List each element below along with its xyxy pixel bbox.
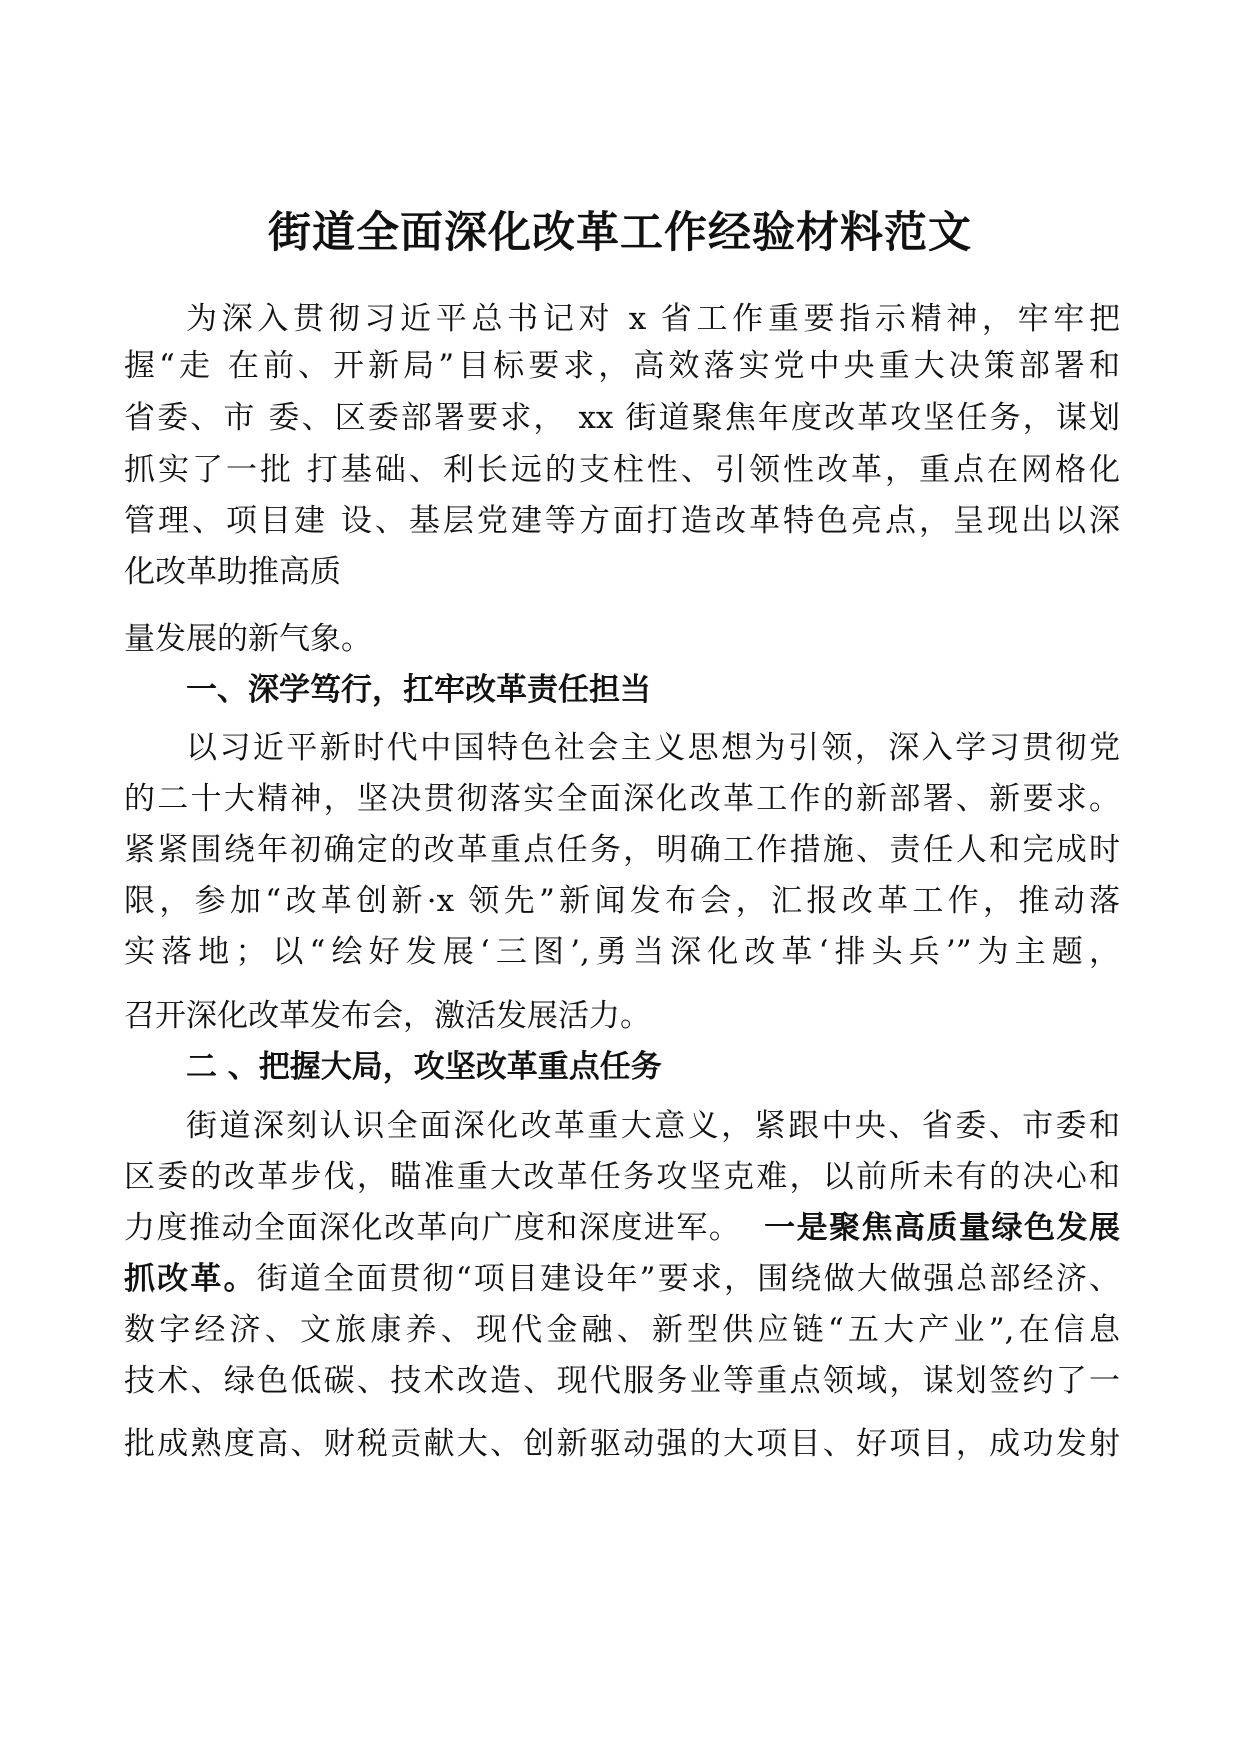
intro-line-2: 握“走 在前、开新局”目标要求，高效落实党中央重大决策部署和 (124, 348, 1120, 384)
section-2-line-4 (124, 1257, 1120, 1301)
point-one-label-end: 抓改革。 (124, 1261, 257, 1297)
section-1-line-4: 限，参加“改革创新·x 领先”新闻发布会，汇报改革工作，推动落 (124, 883, 1120, 919)
section-2-line-2: 区委的改革步伐，瞄准重大改革任务攻坚克难，以前所未有的决心和 (124, 1159, 1120, 1195)
document-title: 街道全面深化改革工作经验材料范文 (268, 208, 972, 258)
section-2-line-6: 技术、绿色低碳、技术改造、现代服务业等重点领域，谋划签约了一 (124, 1363, 1120, 1399)
section-2-line-4-text: 街道全面贯彻“项目建设年”要求，围绕做大做强总部经济、 (256, 1261, 1121, 1297)
section-2-line-3-text: 力度推动全面深化改革向广度和深度进军。 (124, 1210, 742, 1246)
intro-line-4: 抓实了一批 打基础、利长远的支柱性、引领性改革，重点在网格化 (124, 452, 1120, 488)
intro-line-7: 量发展的新气象。 (124, 621, 372, 657)
intro-line-3: 省委、市 委、区委部署要求， xx 街道聚焦年度改革攻坚任务，谋划 (124, 400, 1120, 436)
section-2-line-1: 街道深刻认识全面深化改革重大意义，紧跟中央、省委、市委和 (186, 1108, 1120, 1144)
intro-line-5: 管理、项目建 设、基层党建等方面打造改革特色亮点，呈现出以深 (124, 503, 1120, 539)
intro-line-6: 化改革助推高质 (124, 554, 341, 590)
section-2-heading: 二 、把握大局，攻坚改革重点任务 (186, 1049, 662, 1085)
section-1-line-6: 召开深化改革发布会，激活发展活力。 (124, 998, 651, 1034)
point-one-label: 一是聚焦高质量绿色发展 (764, 1210, 1121, 1246)
section-1-line-5: 实落地；以“绘好发展‘三图’,勇当深化改革‘排头兵’”为主题， (124, 934, 1120, 970)
intro-line-1: 为深入贯彻习近平总书记对 x 省工作重要指示精神，牢牢把 (186, 301, 1120, 337)
section-1-line-2: 的二十大精神，坚决贯彻落实全面深化改革工作的新部署、新要求。 (124, 781, 1120, 817)
section-2-line-3 (124, 1206, 1120, 1250)
section-1-line-1: 以习近平新时代中国特色社会主义思想为引领，深入学习贯彻党 (186, 730, 1120, 766)
section-2-line-5: 数字经济、文旅康养、现代金融、新型供应链“五大产业”,在信息 (124, 1312, 1120, 1348)
section-1-heading: 一、深学笃行，扛牢改革责任担当 (186, 672, 651, 708)
section-2-line-7: 批成熟度高、财税贡献大、创新驱动强的大项目、好项目，成功发射 (124, 1426, 1120, 1462)
section-1-line-3: 紧紧围绕年初确定的改革重点任务，明确工作措施、责任人和完成时 (124, 832, 1120, 868)
